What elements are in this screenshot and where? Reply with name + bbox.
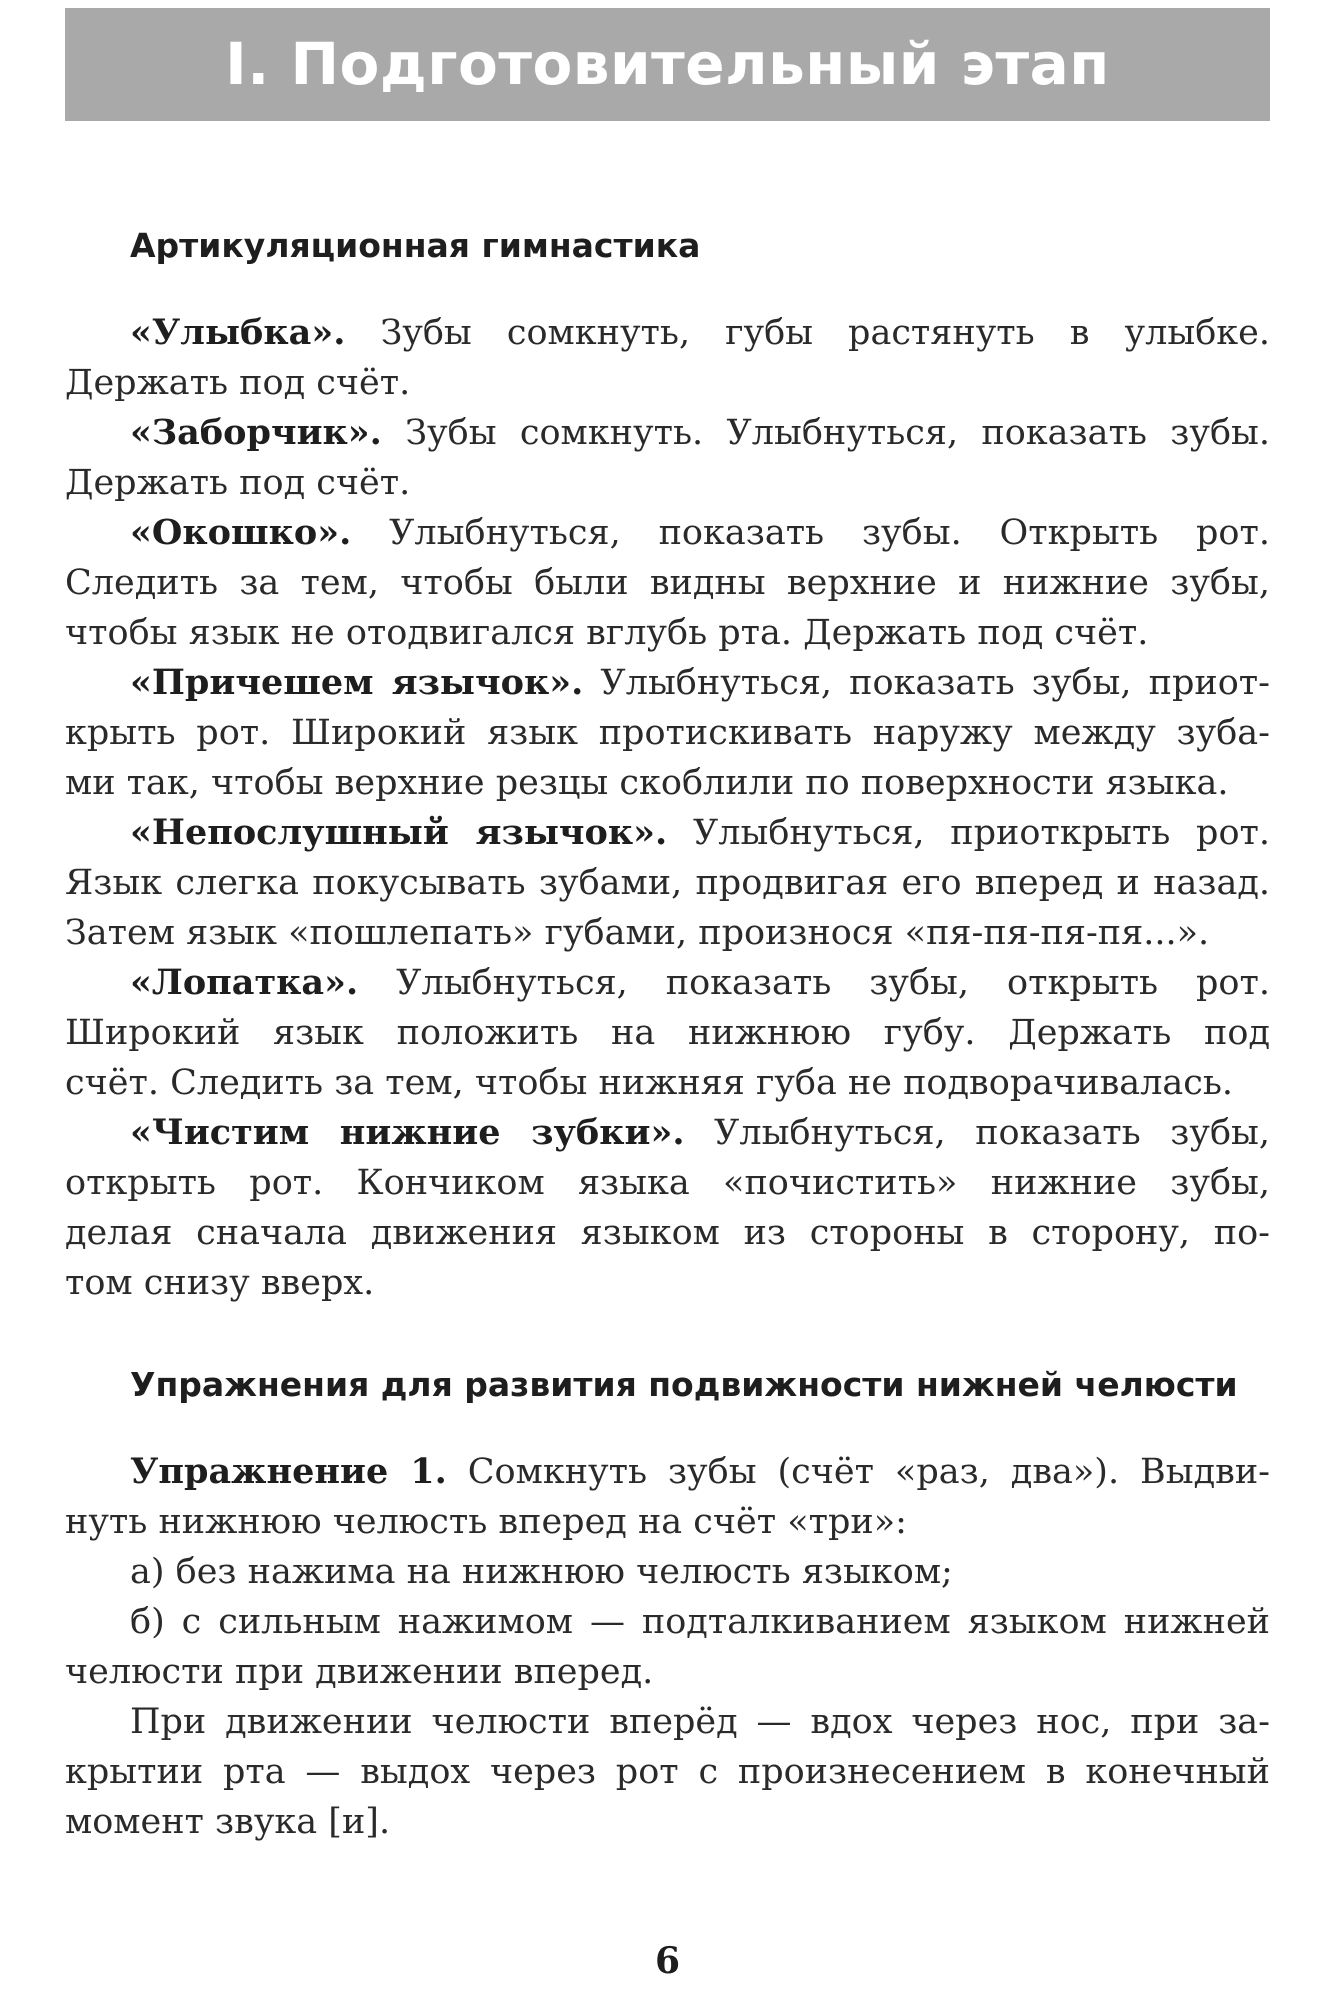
exercise-name: «Заборчик». — [130, 412, 382, 453]
line-text: Улыбнуться, показать зубы. Открыть рот. — [351, 513, 1270, 553]
section-body-articulation — [65, 308, 1270, 1308]
paragraph-line — [65, 1208, 1270, 1258]
line-text: момент звука [и]. — [65, 1802, 391, 1842]
paragraph-line — [65, 1497, 1270, 1547]
paragraph-line — [65, 1008, 1270, 1058]
line-text: а) без нажима на нижнюю челюсть языком; — [130, 1552, 953, 1592]
exercise-name: «Непослушный язычок». — [130, 812, 668, 853]
line-text: При движении челюсти вперёд — вдох через нос, при за- — [130, 1702, 1270, 1742]
paragraph-line — [65, 1058, 1270, 1108]
line-text: Улыбнуться, показать зубы, открыть рот. — [358, 963, 1270, 1003]
paragraph-line — [65, 1747, 1270, 1797]
line-text: Держать под счёт. — [65, 363, 411, 403]
line-text: делая сначала движения языком из стороны в сторону, по- — [65, 1213, 1270, 1253]
chapter-title: I. Подготовительный этап — [65, 8, 1270, 121]
section-body-jaw-exercises — [65, 1447, 1270, 1847]
paragraph-line — [65, 1547, 1270, 1597]
paragraph-line — [65, 1108, 1270, 1158]
exercise-name: «Причешем язычок». — [130, 662, 584, 703]
line-text: том снизу вверх. — [65, 1263, 375, 1303]
paragraph-line — [65, 958, 1270, 1008]
line-text: крыть рот. Широкий язык протискивать наружу между зуба- — [65, 713, 1270, 753]
paragraph-line — [65, 1158, 1270, 1208]
exercise-name: «Чистим нижние зубки». — [130, 1112, 685, 1153]
line-text: Держать под счёт. — [65, 463, 411, 503]
page-number: 6 — [654, 1940, 681, 1982]
exercise-name: «Лопатка». — [130, 962, 359, 1003]
paragraph-line — [65, 1597, 1270, 1647]
exercise-name: «Окошко». — [130, 512, 352, 553]
paragraph-line — [65, 708, 1270, 758]
line-text: Улыбнуться, показать зубы, приот- — [583, 663, 1270, 703]
line-text: Зубы сомкнуть, губы растянуть в улыбке. — [345, 313, 1270, 353]
paragraph-line — [65, 808, 1270, 858]
paragraph-line — [65, 458, 1270, 508]
paragraph-line — [65, 408, 1270, 458]
paragraph-line — [65, 1797, 1270, 1847]
paragraph-line — [65, 1697, 1270, 1747]
paragraph-line — [65, 508, 1270, 558]
line-text: Улыбнуться, приоткрыть рот. — [667, 813, 1270, 853]
line-text: Улыбнуться, показать зубы, — [684, 1113, 1270, 1153]
section-heading-articulation: Артикуляционная гимнастика — [130, 226, 701, 265]
line-text: Следить за тем, чтобы были видны верхние и нижние зубы, — [65, 563, 1270, 603]
paragraph-line — [65, 908, 1270, 958]
line-text: Затем язык «пошлепать» губами, произнося «пя-пя-пя-пя...». — [65, 913, 1210, 953]
paragraph-line — [65, 1447, 1270, 1497]
paragraph-line — [65, 608, 1270, 658]
line-text: Широкий язык положить на нижнюю губу. Держать под — [65, 1013, 1270, 1053]
paragraph-line — [65, 658, 1270, 708]
line-text: б) с сильным нажимом — подталкиванием языком нижней — [130, 1602, 1270, 1642]
paragraph-line — [65, 558, 1270, 608]
paragraph-line — [65, 858, 1270, 908]
exercise-name: «Улыбка». — [130, 312, 346, 353]
paragraph-line — [65, 308, 1270, 358]
exercise-name: Упражнение 1. — [130, 1451, 447, 1492]
paragraph-line — [65, 358, 1270, 408]
line-text: челюсти при движении вперед. — [65, 1652, 654, 1692]
paragraph-line — [65, 1647, 1270, 1697]
line-text: чтобы язык не отодвигался вглубь рта. Держать под счёт. — [65, 613, 1149, 653]
line-text: счёт. Следить за тем, чтобы нижняя губа не подворачивалась. — [65, 1063, 1234, 1103]
paragraph-line — [65, 1258, 1270, 1308]
line-text: крытии рта — выдох через рот с произнесением в конечный — [65, 1752, 1270, 1792]
line-text: Сомкнуть зубы (счёт «раз, два»). Выдви- — [446, 1452, 1270, 1492]
line-text: нуть нижнюю челюсть вперед на счёт «три»: — [65, 1502, 907, 1542]
section-heading-jaw-exercises: Упражнения для развития подвижности нижней челюсти — [130, 1365, 1238, 1404]
line-text: ми так, чтобы верхние резцы скоблили по поверхности языка. — [65, 763, 1229, 803]
line-text: Зубы сомкнуть. Улыбнуться, показать зубы. — [381, 413, 1270, 453]
line-text: открыть рот. Кончиком языка «почистить» нижние зубы, — [65, 1163, 1270, 1203]
paragraph-line — [65, 758, 1270, 808]
line-text: Язык слегка покусывать зубами, продвигая его вперед и назад. — [65, 863, 1270, 903]
